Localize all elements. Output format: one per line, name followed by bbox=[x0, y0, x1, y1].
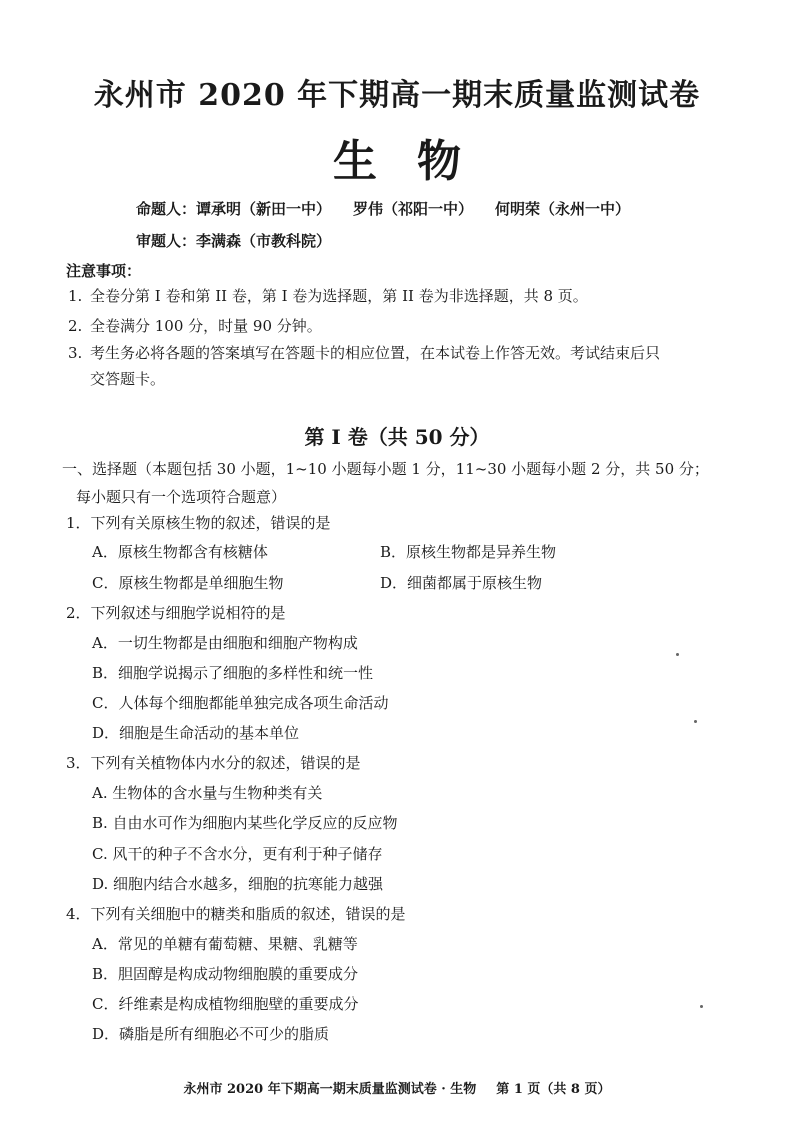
option-d: D．细菌都属于原核生物 bbox=[380, 574, 543, 592]
option-a: A. 生物体的含水量与生物种类有关 bbox=[92, 784, 323, 802]
question-stem: 2．下列叙述与细胞学说相符的是 bbox=[66, 604, 286, 622]
note-number: 3. bbox=[68, 344, 83, 362]
reviewer-line bbox=[136, 230, 331, 251]
part-heading-line-2: 每小题只有一个选项符合题意） bbox=[76, 488, 287, 506]
question-stem: 4．下列有关细胞中的糖类和脂质的叙述，错误的是 bbox=[66, 905, 406, 923]
option-b: B．胆固醇是构成动物细胞膜的重要成分 bbox=[92, 965, 359, 983]
question-stem: 3．下列有关植物体内水分的叙述，错误的是 bbox=[66, 754, 361, 772]
scan-speck bbox=[700, 1005, 703, 1008]
section-title: 第 I 卷（共 50 分） bbox=[304, 425, 490, 449]
note-text: 全卷满分 100 分，时量 90 分钟。 bbox=[90, 317, 322, 335]
part-heading-line-1: 一、选择题（本题包括 30 小题，1~10 小题每小题 1 分，11~30 小题每小题 2 分，共 50 分； bbox=[62, 460, 709, 478]
scan-speck bbox=[676, 653, 679, 656]
reviewer-name: 李满森（市教科院） bbox=[196, 232, 332, 250]
option-c: C．纤维素是构成植物细胞壁的重要成分 bbox=[92, 995, 359, 1013]
option-b: B. 自由水可作为细胞内某些化学反应的反应物 bbox=[92, 814, 398, 832]
option-d: D. 细胞内结合水越多，细胞的抗寒能力越强 bbox=[92, 875, 384, 893]
author-1: 谭承明（新田一中） bbox=[196, 200, 332, 218]
note-number: 1. bbox=[68, 287, 83, 305]
note-item bbox=[68, 313, 748, 339]
note-number: 2. bbox=[68, 317, 83, 335]
question-stem: 1．下列有关原核生物的叙述，错误的是 bbox=[66, 514, 331, 532]
option-c: C．人体每个细胞都能单独完成各项生命活动 bbox=[92, 694, 389, 712]
option-d: D．细胞是生命活动的基本单位 bbox=[92, 724, 300, 742]
author-2: 罗伟（祁阳一中） bbox=[353, 200, 474, 218]
option-c: C. 风干的种子不含水分，更有利于种子储存 bbox=[92, 845, 383, 863]
option-a: A．原核生物都含有核糖体 bbox=[92, 543, 268, 561]
option-d: D．磷脂是所有细胞必不可少的脂质 bbox=[92, 1025, 330, 1043]
part-heading bbox=[62, 455, 752, 511]
note-item bbox=[68, 340, 748, 392]
note-item bbox=[68, 283, 748, 309]
author-3: 何明荣（永州一中） bbox=[495, 200, 631, 218]
subject-title: 生物 bbox=[333, 136, 501, 187]
authors-label: 命题人： bbox=[136, 200, 197, 218]
note-text-continued: 交答题卡。 bbox=[90, 370, 166, 388]
option-a: A．常见的单糖有葡萄糖、果糖、乳糖等 bbox=[92, 935, 358, 953]
option-b: B．原核生物都是异养生物 bbox=[380, 543, 557, 561]
option-b: B．细胞学说揭示了细胞的多样性和统一性 bbox=[92, 664, 374, 682]
reviewer-label: 审题人： bbox=[136, 232, 197, 250]
option-c: C．原核生物都是单细胞生物 bbox=[92, 574, 284, 592]
footer-page-number: 第 1 页（共 8 页） bbox=[496, 1082, 611, 1097]
option-a: A．一切生物都是由细胞和细胞产物构成 bbox=[92, 634, 358, 652]
note-text: 考生务必将各题的答案填写在答题卡的相应位置，在本试卷上作答无效。考试结束后只 bbox=[90, 344, 661, 362]
note-text: 全卷分第 I 卷和第 II 卷，第 I 卷为选择题，第 II 卷为非选择题，共 8 页。 bbox=[90, 287, 588, 305]
notes-title: 注意事项： bbox=[66, 262, 142, 280]
scan-speck bbox=[694, 720, 697, 723]
exam-title: 永州市 2020 年下期高一期末质量监测试卷 bbox=[93, 78, 701, 113]
footer-exam-name: 永州市 2020 年下期高一期末质量监测试卷 · 生物 bbox=[183, 1082, 477, 1097]
authors-line bbox=[136, 198, 652, 219]
page-footer bbox=[0, 1078, 794, 1097]
